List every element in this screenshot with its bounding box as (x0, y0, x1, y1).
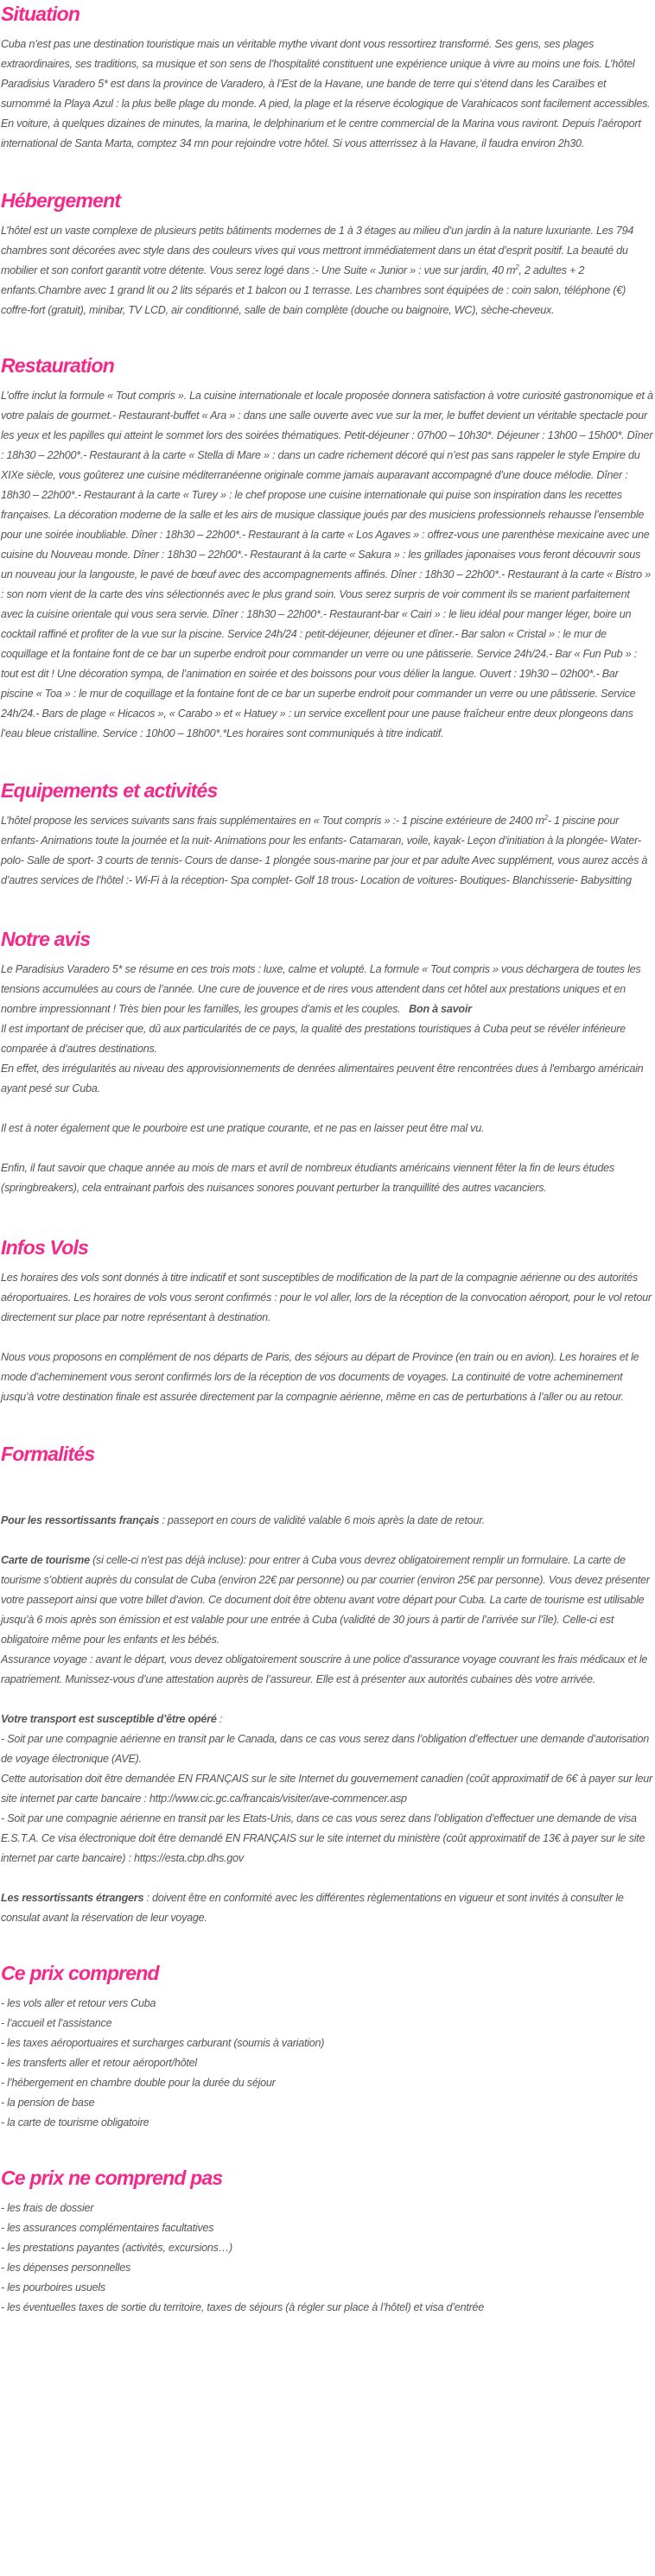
avis-paragraph: Il est important de préciser que, dû aux particularités de ce pays, la qualité des prestations touristiques à Cuba peut se révéler inférieure comparée à d’autres destinations. (1, 1023, 626, 1055)
section-title: Situation (1, 3, 80, 25)
section-hebergement (1, 188, 653, 320)
list-item: - les assurances complémentaires facultatives (1, 2222, 214, 2234)
formalites-usa: - Soit par une compagnie aérienne en transit par les Etats-Unis, dans ce cas vous serez dans l’obligation d’effectuer une demande de visa E.S.T.A. Ce visa électronique doit être demandé EN FRANÇAIS sur le site internet du ministère (coût approximatif de 13€ à payer sur le site internet par carte bancaire) : https://esta.cbp.dhs.gov (1, 1812, 645, 1864)
text-part: L’hôtel propose les services suivants sans frais supplémentaires en « Tout compris » :- 1 piscine extérieure de 2400 m (1, 815, 544, 827)
excluded-list (1, 2198, 653, 2318)
text-part: : (216, 1713, 223, 1725)
formalites-transport (1, 1710, 653, 1729)
section-prix-comprend (1, 1961, 653, 2133)
hebergement-text (1, 221, 653, 320)
section-infos-vols (1, 1235, 653, 1407)
superscript: 2 (515, 263, 519, 271)
included-list (1, 1994, 653, 2133)
text-part: (si celle-ci n'est pas déjà incluse): pour entrer à Cuba vous devrez obligatoirement remplir un formulaire. La carte de tourisme s’obtient auprès du consulat de Cuba (environ 22€ par personne) ou par courrier (environ 25€ par personne). Vous devez présenter votre passeport ainsi que votre billet d’avion. Ce document doit être obtenu avant votre départ pour Cuba. La carte de tourisme est utilisable jusqu’à 6 mois après son émission et est valable pour une entrée à Cuba (validité de 30 jours à partir de l’arrivée sur l’île). Celle-ci est obligatoire même pour les enfants et les bébés. (1, 1554, 650, 1646)
text-part: L’hôtel est un vaste complexe de plusieurs petits bâtiments modernes de 1 à 3 étages au milieu d’un jardin à la nature luxuriante. Les 794 chambres sont décorées avec style dans des couleurs vives qui vous mettront immédiatement dans un état d’esprit positif. La beauté du mobilier et son confort garantit votre détente. Vous serez logé dans :- Une Suite « Junior » : vue sur jardin, 40 m (1, 225, 634, 276)
text-part: : passeport en cours de validité valable 6 mois après la date de retour. (159, 1514, 485, 1526)
text-part: : doivent être en conformité avec les différentes règlementations en vigueur et sont invités à consulter le consulat avant la réservation de leur voyage. (1, 1892, 624, 1924)
section-title: Formalités (1, 1443, 95, 1465)
formalites-carte-tourisme (1, 1551, 653, 1650)
list-item: - les taxes aéroportuaires et surcharges carburant (soumis à variation) (1, 2037, 325, 2049)
section-situation (1, 0, 653, 154)
avis-paragraph: En effet, des irrégularités au niveau des approvisionnements de denrées alimentaires peuvent être rencontrées dues à l'embargo américain ayant pesé sur Cuba. (1, 1063, 644, 1094)
text-part: , 2 adultes + 2 enfants.Chambre avec 1 grand lit ou 2 lits séparés et 1 balcon ou 1 terrasse. Les chambres sont équipées de : coin salon, téléphone (€) coffre-fort (gratuit), minibar, TV LCD, air conditionné, salle de bain complète (douche ou baignoire, WC), sèche-cheveux. (1, 264, 626, 316)
restauration-text: L’offre inclut la formule « Tout compris ». La cuisine internationale et locale proposée donnera satisfaction à votre curiosité gastronomique et à votre palais de gourmet.- Restaurant-buffet « Ara » : dans une salle ouverte avec vue sur la mer, le buffet devient un véritable spectacle pour les yeux et les papilles qui atteint le sommet lors des soirées thématiques. Petit-déjeuner : 07h00 – 10h30*. Déjeuner : 13h00 – 15h00*. Dîner : 18h30 – 22h00*.- Restaurant à la carte « Stella di Mare » : dans un cadre richement décoré qui n’est pas sans rappeler le style Empire du XIXe siècle, vous goûterez une cuisine méditerranéenne originale comme jamais auparavant accompagné d’une douce mélodie. Dîner : 18h30 – 22h00*.- Restaurant à la carte « Turey » : le chef propose une cuisine internationale qui puise son inspiration dans les recettes françaises. La décoration moderne de la salle et les airs de musique classique joués par des musiciens professionnels rehausse l’ensemble pour une soirée inoubliable. Dîner : 18h30 – 22h00*.- Restaurant à la carte « Los Agaves » : offrez-vous une parenthèse mexicaine avec une cuisine du Nouveau monde. Dîner : 18h30 – 22h00*.- Restaurant à la carte « Sakura » : les grillades japonaises vous feront découvrir sous un nouveau jour la langouste, le pavé de bœuf avec des accompagnements affinés. Dîner : 18h30 – 22h00*.- Restaurant à la carte « Bistro » : son nom vient de la carte des vins sélectionnés avec le plus grand soin. Vous serez surpris de voir comment ils se marient parfaitement avec la cuisine orientale qui vous sera servie. Dîner : 18h30 – 22h00*.- Restaurant-bar « Cairi » : le lieu idéal pour manger léger, boire un cocktail raffiné et profiter de la vue sur la piscine. Service 24h/24 : petit-déjeuner, déjeuner et dîner.- Bar salon « Cristal » : le mur de coquillage et la fontaine font de ce bar un superbe endroit pour commander un verre ou une pâtisserie. Service 24h/24.- Bar « Fun Pub » : tout est dit ! Une décoration sympa, de l’animation en soirée et des boissons pour vous délier la langue. Ouvert : 19h30 – 02h00*.- Bar piscine « Toa » : le mur de coquillage et la fontaine font de ce bar un superbe endroit pour commander un verre ou une pâtisserie. Service 24h/24.- Bars de plage « Hicacos », « Carabo » et « Hatuey » : un service excellent pour une pause fraîcheur entre deux plongeons dans l’eau bleue cristalline. Service : 10h00 – 18h00*.*Les horaires sont communiqués à titre indicatif. (1, 390, 653, 739)
bold-label: Votre transport est susceptible d’être opéré (1, 1713, 217, 1725)
vols-paragraph: Nous vous proposons en complément de nos départs de Paris, des séjours au départ de Province (en train ou en avion). Les horaires et le mode d’acheminement vous seront confirmés lors de la réception de vos documents de voyages. La continuité de votre acheminement jusqu’à votre destination finale est assurée directement par la compagnie aérienne, même en cas de perturbations à l’aller ou au retour. (1, 1351, 639, 1403)
avis-paragraph: Il est à noter également que le pourboire est une pratique courante, et ne pas en laisser peut être mal vu. (1, 1122, 485, 1134)
bon-a-savoir-label: Bon à savoir (409, 1003, 472, 1015)
list-item: - les éventuelles taxes de sortie du territoire, taxes de séjours (à régler sur place à l’hôtel) et visa d’entrée (1, 2301, 485, 2313)
section-title: Hébergement (1, 189, 121, 212)
list-item: - les transferts aller et retour aéroport/hôtel (1, 2057, 197, 2069)
vols-paragraph: Les horaires des vols sont donnés à titre indicatif et sont susceptibles de modification de la part de la compagnie aérienne ou des autorités aéroportuaires. Les horaires de vols vous seront confirmés : pour le vol aller, lors de la réception de la convocation aéroport, pour le vol retour directement sur place par notre représentant à destination. (1, 1272, 652, 1323)
formalites-francais (1, 1511, 653, 1531)
list-item: - la carte de tourisme obligatoire (1, 2116, 149, 2129)
text-part: - 1 piscine pour enfants- Animations toute la journée et la nuit- Animations pour les enfants- Catamaran, voile, kayak- Leçon d’initiation à la plongée- Water-polo- Salle de sport- 3 courts de tennis- Cours de danse- 1 plongée sous-marine par jour et par adulte Avec supplément, vous aurez accès à d’autres services de l’hôtel :- Wi-Fi à la réception- Spa complet- Golf 18 trous- Location de voitures- Boutiques- Blanchisserie- Babysitting (1, 815, 648, 886)
equipements-text (1, 811, 653, 891)
avis-intro (1, 960, 653, 1019)
superscript: 2 (544, 813, 548, 822)
section-title: Ce prix comprend (1, 1962, 159, 1984)
avis-paragraph: Enfin, il faut savoir que chaque année au mois de mars et avril de nombreux étudiants américains viennent fêter la fin de leurs études (springbreakers), cela entrainant parfois des nuisances sonores pouvant perturber la tranquillité des autres vacanciers. (1, 1162, 614, 1194)
bold-label: Pour les ressortissants français (1, 1514, 160, 1526)
situation-text: Cuba n’est pas une destination touristique mais un véritable mythe vivant dont vous ressortirez transformé. Ses gens, ses plages extraordinaires, ses traditions, sa musique et son sens de l’hospitalité constituent une expérience unique à vivre au moins une fois. L’hôtel Paradisius Varadero 5* est dans la province de Varadero, à l’Est de la Havane, une bande de terre qui s’étend dans les Caraïbes et surnommé la Playa Azul : la plus belle plage du monde. A pied, la plage et la réserve écologique de Varahicacos sont facilement accessibles. En voiture, à quelques dizaines de minutes, la marina, le delphinarium et le centre commercial de la Marina vous raviront. Depuis l’aéroport international de Santa Marta, comptez 34 mn pour rejoindre votre hôtel. Si vous atterrissez à la Havane, il faudra environ 2h30. (1, 38, 651, 149)
text-part: Le Paradisius Varadero 5* se résume en ces trois mots : luxe, calme et volupté. La formule « Tout compris » vous déchargera de toutes les tensions accumulées au cours de l’année. Une cure de jouvence et de rires vous attendent dans cet hôtel aux prestations uniques et en nombre impressionnant ! Très bien pour les familles, les groupes d’amis et les couples. (1, 963, 641, 1015)
bold-label: Carte de tourisme (1, 1554, 90, 1566)
formalites-canada: - Soit par une compagnie aérienne en transit par le Canada, dans ce cas vous serez dans l’obligation d’effectuer une demande d’autorisation de voyage électronique (AVE). (1, 1733, 650, 1765)
formalites-etrangers (1, 1888, 653, 1928)
section-prix-ne-comprend (1, 2166, 653, 2318)
section-title: Notre avis (1, 928, 91, 950)
list-item: - les vols aller et retour vers Cuba (1, 1997, 156, 2009)
section-title: Infos Vols (1, 1236, 89, 1259)
list-item: - les frais de dossier (1, 2202, 94, 2214)
section-formalites (1, 1442, 653, 1928)
section-title: Restauration (1, 354, 114, 377)
section-notre-avis (1, 927, 653, 1198)
list-item: - l’accueil et l’assistance (1, 2017, 112, 2029)
bold-label: Les ressortissants étrangers (1, 1892, 144, 1904)
formalites-canada-detail: Cette autorisation doit être demandée EN FRANÇAIS sur le site Internet du gouvernement canadien (coût approximatif de 6€ à payer sur leur site internet par carte bancaire : http://www.cic.gc.ca/francais/visiter/ave-commencer.asp (1, 1773, 652, 1805)
list-item: - l’hébergement en chambre double pour la durée du séjour (1, 2077, 276, 2089)
list-item: - la pension de base (1, 2097, 95, 2109)
list-item: - les prestations payantes (activités, excursions…) (1, 2242, 232, 2254)
formalites-assurance: Assurance voyage : avant le départ, vous devez obligatoirement souscrire à une police d’assurance voyage couvrant les frais médicaux et le rapatriement. Munissez-vous d’une attestation auprès de l’assureur. Elle est à présenter aux autorités cubaines dès votre arrivée. (1, 1653, 648, 1685)
section-equipements (1, 778, 653, 891)
section-title: Equipements et activités (1, 779, 218, 802)
list-item: - les dépenses personnelles (1, 2262, 131, 2274)
list-item: - les pourboires usuels (1, 2281, 105, 2294)
section-restauration (1, 353, 653, 744)
section-title: Ce prix ne comprend pas (1, 2167, 223, 2189)
